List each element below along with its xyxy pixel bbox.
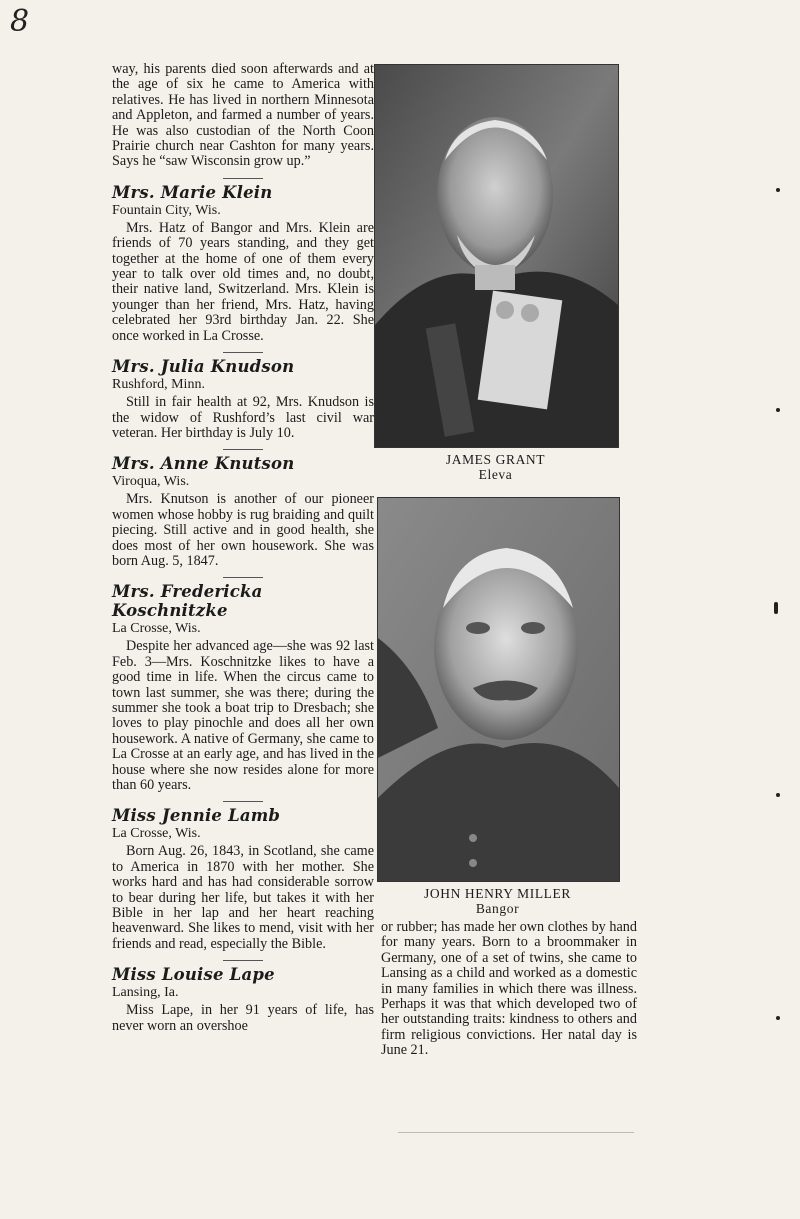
- entry-name: Miss Louise Lape: [112, 965, 275, 985]
- entry-text: Born Aug. 26, 1843, in Scotland, she came to America in 1870 with her mother. She works hard and has had considerable sorrow to bear during her life, but takes it with her Bible in her lap and her heart reaching heavenward. She likes to mend, visit with her friends and read, especially the Bible.: [112, 843, 374, 952]
- entry-name: Mrs. Marie Klein: [112, 182, 273, 202]
- left-column: [112, 62, 374, 1034]
- section-divider: [223, 577, 263, 578]
- caption-place: Bangor: [475, 901, 520, 916]
- bottom-rule: [398, 1132, 634, 1133]
- entry-text: Mrs. Knutson is another of our pioneer women whose hobby is rug braiding and quilt piecing. Still active and in good health, she does most of her own housework. She was born Aug. 5, 1847.: [112, 491, 374, 569]
- section-divider: [223, 449, 263, 450]
- caption-place: Eleva: [478, 467, 513, 482]
- margin-mark: [776, 408, 780, 412]
- entry-place: Fountain City, Wis.: [112, 202, 221, 218]
- section-divider: [223, 178, 263, 179]
- margin-mark: [776, 793, 780, 797]
- section-divider: [223, 801, 263, 802]
- caption-name: JAMES GRANT: [445, 452, 546, 467]
- entry-name: Miss Jennie Lamb: [112, 806, 281, 826]
- page-number: 8: [10, 4, 30, 39]
- entry-place: Rushford, Minn.: [112, 377, 205, 393]
- entry-text: Still in fair health at 92, Mrs. Knudson is the widow of Rushford’s last civil war veteran. Her birthday is July 10.: [112, 394, 374, 441]
- entry-text: Despite her advanced age—she was 92 last Feb. 3—Mrs. Koschnitzke likes to have a good time in life. When the circus came to town last summer, she was there; during the summer she took a boat trip to Dresbach; she loves to play pinochle and does all her own housework. A native of Germany, she came to La Crosse at an early age, and has lived in the house where she now resides alone for more than 60 years.: [112, 638, 374, 793]
- entry-place: La Crosse, Wis.: [112, 621, 201, 637]
- intro-paragraph: way, his parents died soon afterwards and at the age of six he came to America with relatives. He has lived in northern Minnesota and Appleton, and farmed a number of years. He was also custodian of the North Coon Prairie church near Cashton for many years. Says he “saw Wisconsin grow up.”: [112, 61, 374, 170]
- portrait-photo-john-henry-miller: [377, 497, 620, 882]
- entry-place: La Crosse, Wis.: [112, 826, 201, 842]
- entry-name: Mrs. Anne Knutson: [112, 454, 295, 474]
- entry-place: Lansing, Ia.: [112, 985, 179, 1001]
- photo-caption-1: [374, 452, 617, 482]
- entry-place: Viroqua, Wis.: [112, 474, 190, 490]
- entry-text: Mrs. Hatz of Bangor and Mrs. Klein are friends of 70 years standing, and they get together at the home of one of them every year to talk over old times and, no doubt, their native land, Switzerland. Mrs. Klein is younger than her friend, Mrs. Hatz, having celebrated her 93rd birthday Jan. 22. She once worked in La Crosse.: [112, 219, 374, 344]
- caption-name: JOHN HENRY MILLER: [424, 886, 571, 901]
- margin-mark: [774, 602, 778, 614]
- margin-mark: [776, 1016, 780, 1020]
- section-divider: [223, 960, 263, 961]
- portrait-photo-james-grant: [374, 64, 619, 448]
- photo-caption-2: [377, 886, 618, 916]
- margin-mark: [776, 188, 780, 192]
- right-column: [381, 920, 637, 1059]
- section-divider: [223, 352, 263, 353]
- entry-text: Miss Lape, in her 91 years of life, has never worn an overshoe: [112, 1002, 374, 1034]
- continuation-paragraph: or rubber; has made her own clothes by hand for many years. Born to a broommaker in Germany, one of a set of twins, she came to Lansing as a child and worked as a domestic in many families in which there was illness. Perhaps it was that which developed two of her outstanding traits: kindness to others and firm religious convictions. Her natal day is June 21.: [381, 919, 637, 1059]
- entry-name: Mrs. Fredericka Koschnitzke: [112, 582, 263, 621]
- entry-name: Mrs. Julia Knudson: [112, 357, 295, 377]
